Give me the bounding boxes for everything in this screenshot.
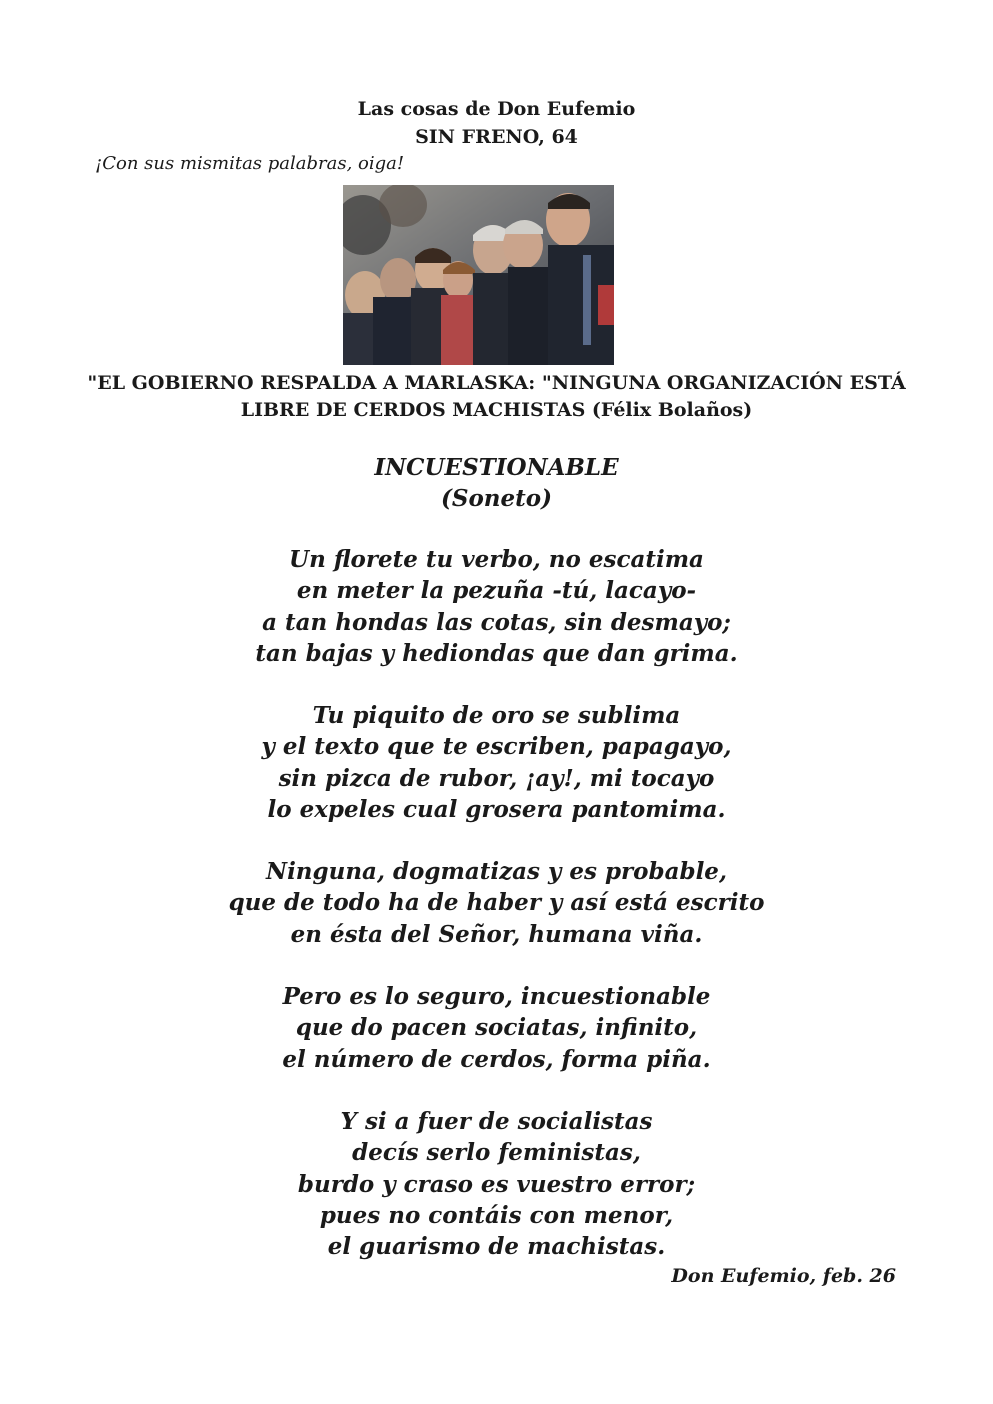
poem-stanza-2 — [0, 700, 993, 825]
poem-line: que de todo ha de haber y así está escrito — [228, 889, 765, 917]
poem-line: a tan hondas las cotas, sin desmayo; — [262, 608, 731, 636]
poem-line: Y si a fuer de socialistas — [340, 1108, 653, 1135]
poem-line: en ésta del Señor, humana viña. — [290, 920, 703, 948]
headline-line-1: "EL GOBIERNO RESPALDA A MARLASKA: "NINGUNA ORGANIZACIÓN ESTÁ — [87, 372, 906, 394]
article-header-title: Las cosas de Don Eufemio — [357, 98, 636, 120]
article-tagline: ¡Con sus mismitas palabras, oiga! — [95, 153, 405, 174]
news-photo — [343, 185, 614, 365]
poem-line: burdo y craso es vuestro error; — [297, 1170, 696, 1198]
poem-signature: Don Eufemio, feb. 26 — [671, 1265, 896, 1287]
poem-stanza-4 — [0, 981, 993, 1075]
poem-line: tan bajas y hediondas que dan grima. — [255, 639, 738, 667]
poem-form: (Soneto) — [440, 485, 553, 512]
poem-line: en meter la pezuña -tú, lacayo- — [296, 577, 697, 605]
poem-line: pues no contáis con menor, — [319, 1201, 674, 1229]
poem-line: que do pacen sociatas, infinito, — [295, 1014, 698, 1042]
poem-line: sin pizca de rubor, ¡ay!, mi tocayo — [278, 764, 715, 792]
poem-stanza-3 — [0, 856, 993, 950]
poem-line: Tu piquito de oro se sublima — [312, 702, 681, 729]
news-headline — [60, 370, 933, 424]
poem-line: el número de cerdos, forma piña. — [282, 1045, 711, 1073]
poem-title-block — [0, 452, 993, 514]
headline-line-2: LIBRE DE CERDOS MACHISTAS (Félix Bolaños) — [240, 399, 753, 421]
poem-line: Pero es lo seguro, incuestionable — [282, 983, 711, 1010]
poem-stanza-5 — [0, 1106, 993, 1262]
poem-line: Ninguna, dogmatizas y es probable, — [266, 858, 727, 885]
poem-line: decís serlo feministas, — [352, 1139, 641, 1167]
poem-line: lo expeles cual grosera pantomima. — [267, 795, 726, 823]
poem-line: Un florete tu verbo, no escatima — [289, 546, 704, 573]
article-header-subtitle: SIN FRENO, 64 — [415, 126, 578, 148]
poem-line: el guarismo de machistas. — [327, 1233, 666, 1261]
poem-line: y el texto que te escriben, papagayo, — [261, 733, 732, 761]
poem-stanza-1 — [0, 544, 993, 669]
poem-title: INCUESTIONABLE — [374, 454, 619, 481]
